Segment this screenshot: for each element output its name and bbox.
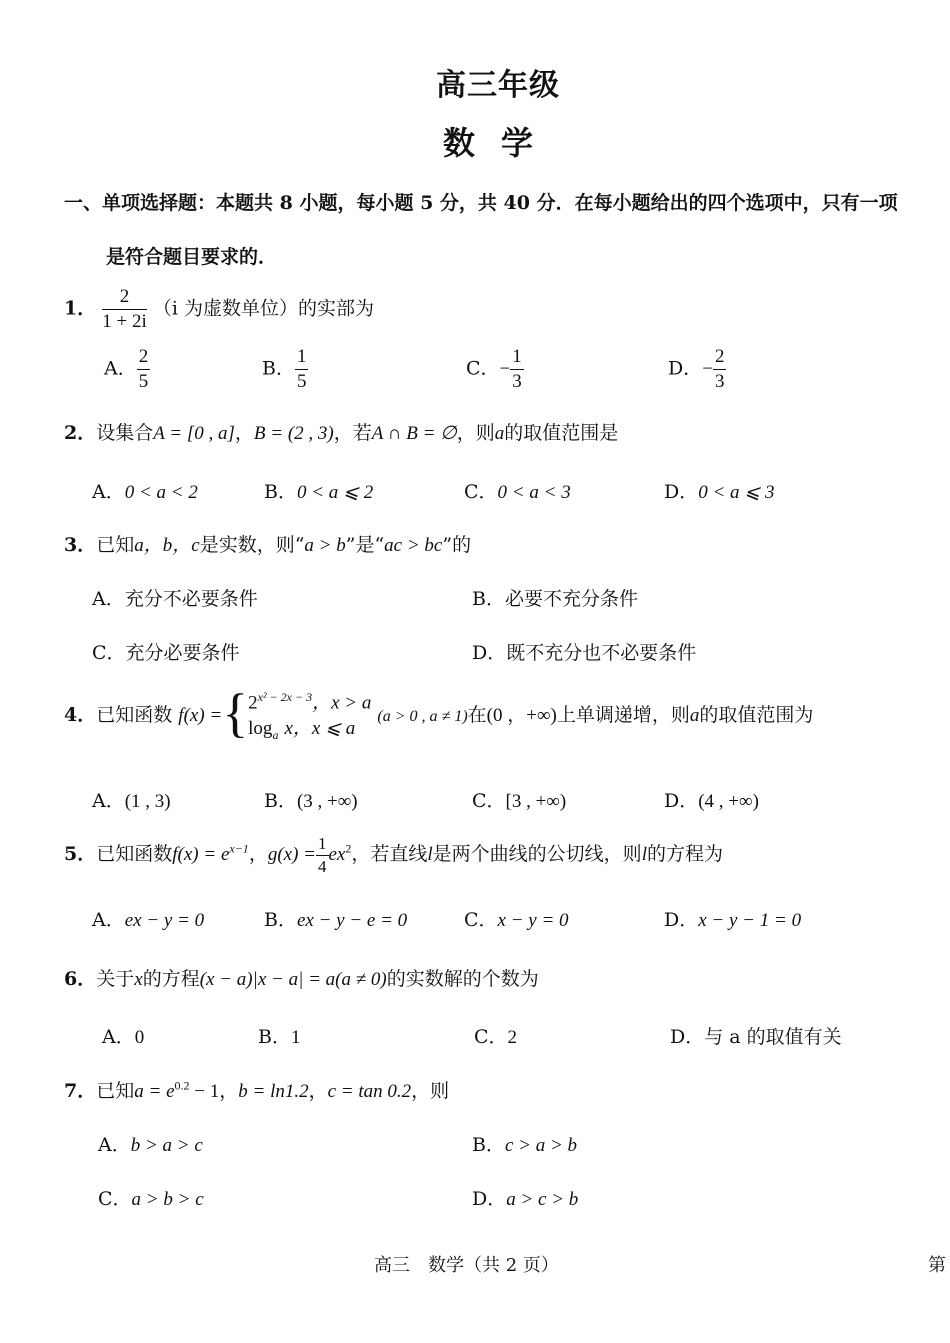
- question-text: 已知: [96, 534, 135, 556]
- question-number: 5．: [64, 843, 97, 866]
- question-text: 关于: [96, 968, 135, 990]
- question-1: [64, 286, 374, 333]
- option-text: (1 , 3): [124, 791, 171, 812]
- page-footer: 高三 数学（共 2 页）: [374, 1255, 559, 1276]
- option-c[interactable]: [472, 786, 566, 813]
- option-d[interactable]: [664, 477, 774, 504]
- math-variable: x: [284, 717, 293, 739]
- option-label: A．: [92, 588, 125, 610]
- math-expression: ，x ⩽ a: [292, 717, 356, 739]
- math-expression: ac > bc: [384, 535, 443, 556]
- question-6: [64, 964, 539, 991]
- option-d[interactable]: [472, 1184, 578, 1211]
- math-expression: 2: [248, 692, 258, 714]
- section-heading-line2: 是符合题目要求的．: [106, 246, 278, 268]
- question-text: 的实数解的个数为: [386, 968, 539, 990]
- option-label: D．: [668, 357, 703, 380]
- math-exponent: 2: [345, 841, 352, 856]
- option-label: C．: [92, 642, 126, 664]
- fraction-denominator: 3: [512, 370, 522, 392]
- math-exponent: x−1: [229, 841, 249, 856]
- fraction-denominator: 3: [714, 370, 725, 392]
- math-expression: (0 ，+∞): [486, 705, 557, 726]
- question-number: 4．: [64, 704, 97, 726]
- option-b[interactable]: [264, 905, 407, 932]
- option-text: 2: [507, 1027, 518, 1048]
- option-label: B．: [264, 909, 297, 931]
- option-text: 1: [290, 1027, 301, 1048]
- option-label: B．: [264, 790, 297, 812]
- option-label: A．: [92, 481, 125, 503]
- math-variable: x: [134, 969, 143, 990]
- option-label: B．: [472, 1134, 505, 1156]
- option-text: 既不充分也不必要条件: [506, 642, 697, 664]
- option-label: B．: [262, 357, 295, 380]
- math-exponent: x² − 2x − 3: [257, 690, 313, 705]
- option-b[interactable]: [262, 346, 308, 393]
- question-text: 的方程为: [646, 843, 723, 866]
- fraction-numerator: 2: [713, 346, 727, 370]
- math-expression: − 1: [189, 1081, 220, 1102]
- option-text: x − y = 0: [497, 910, 569, 931]
- math-variable: a: [689, 705, 700, 726]
- option-label: B．: [258, 1026, 291, 1048]
- option-label: C．: [464, 481, 498, 503]
- question-number: 6．: [64, 968, 97, 990]
- option-text: 必要不充分条件: [504, 588, 638, 610]
- option-text: 0 < a ⩽ 3: [698, 482, 775, 503]
- question-3: [64, 530, 471, 557]
- question-5: [64, 834, 723, 876]
- option-label: C．: [474, 1026, 508, 1048]
- option-sign: −: [499, 358, 511, 380]
- math-expression: a，b，c: [134, 535, 200, 556]
- math-variable: l: [641, 844, 647, 866]
- option-label: B．: [264, 481, 297, 503]
- question-7: [64, 1076, 449, 1103]
- question-text: 的取值范围为: [699, 704, 814, 726]
- option-b[interactable]: [472, 584, 638, 611]
- question-text: ，则: [411, 1080, 450, 1102]
- fraction: [713, 346, 727, 393]
- math-variable: l: [427, 844, 433, 866]
- punctuation: ，: [219, 1080, 239, 1102]
- option-b[interactable]: [472, 1130, 577, 1157]
- option-text: 0: [134, 1027, 145, 1048]
- fraction: [137, 346, 151, 393]
- section-heading-line1: 一、单项选择题：本题共 8 小题，每小题 5 分，共 40 分．在每小题给出的四个选项中，只有一项: [64, 192, 898, 214]
- option-b[interactable]: [264, 477, 373, 504]
- math-expression: ex: [328, 844, 346, 866]
- math-expression: A = [0 , a]: [153, 423, 235, 444]
- math-expression: a > b: [304, 535, 346, 556]
- option-label: A．: [92, 790, 125, 812]
- option-a[interactable]: [92, 584, 258, 611]
- option-text: 与 a 的取值有关: [704, 1026, 842, 1048]
- piece-1: [248, 689, 371, 716]
- option-b[interactable]: [258, 1022, 300, 1049]
- option-d[interactable]: [668, 346, 726, 393]
- page-grade-title: 高三年级: [436, 68, 560, 103]
- option-a[interactable]: [98, 1130, 203, 1157]
- option-text: 充分不必要条件: [124, 588, 258, 610]
- option-text: 0 < a < 2: [124, 482, 198, 503]
- option-text: a > c > b: [506, 1189, 579, 1210]
- math-expression: ，x > a: [312, 692, 372, 714]
- question-text: 设集合: [96, 422, 154, 444]
- fraction-numerator: 1: [295, 346, 309, 370]
- question-number: 1．: [64, 297, 97, 320]
- option-label: B．: [472, 588, 505, 610]
- option-text: 0 < a < 3: [497, 482, 571, 503]
- option-a[interactable]: [92, 477, 198, 504]
- math-expression: log: [248, 717, 273, 739]
- question-number: 2．: [64, 422, 97, 444]
- fraction-denominator: 1 + 2i: [102, 310, 147, 332]
- punctuation: ，: [308, 1080, 328, 1102]
- option-label: C．: [464, 909, 498, 931]
- option-text: ex − y − e = 0: [296, 910, 408, 931]
- question-text: 是两个曲线的公切线，则: [432, 843, 642, 866]
- option-label: C．: [466, 357, 500, 380]
- option-c[interactable]: [464, 905, 569, 932]
- fraction-denominator: 5: [296, 370, 307, 392]
- option-c[interactable]: [474, 1022, 517, 1049]
- option-label: A．: [104, 357, 137, 380]
- math-expression: g(x) =: [267, 844, 316, 866]
- option-label: C．: [98, 1188, 132, 1210]
- option-label: A．: [92, 909, 125, 931]
- option-d[interactable]: [670, 1022, 842, 1049]
- question-text: ，则: [456, 422, 495, 444]
- question-number: 3．: [64, 534, 97, 556]
- option-c[interactable]: [464, 477, 571, 504]
- option-a[interactable]: [92, 905, 204, 932]
- option-text: 充分必要条件: [125, 642, 240, 664]
- fraction: [102, 286, 147, 333]
- fraction: [510, 346, 524, 393]
- question-text: ，若: [333, 422, 372, 444]
- option-label: D．: [472, 1188, 507, 1210]
- fraction-numerator: 1: [510, 346, 524, 370]
- math-subscript: a: [272, 727, 279, 742]
- question-text: 的方程: [142, 968, 200, 990]
- option-label: D．: [664, 481, 699, 503]
- question-text: 在: [467, 704, 487, 726]
- option-label: D．: [664, 790, 699, 812]
- option-a[interactable]: [104, 346, 150, 393]
- option-a[interactable]: [102, 1022, 144, 1049]
- math-expression: A ∩ B = ∅: [371, 423, 457, 444]
- question-text: 已知函数: [96, 704, 173, 726]
- option-text: (3 , +∞): [296, 791, 358, 812]
- option-c[interactable]: [466, 346, 524, 393]
- option-d[interactable]: [664, 786, 759, 813]
- math-expression: f(x) =: [178, 705, 223, 726]
- question-text: ”是“: [345, 534, 385, 556]
- option-text: c > a > b: [504, 1135, 578, 1156]
- question-text: 是实数，则“: [199, 534, 305, 556]
- option-text: ex − y = 0: [124, 910, 205, 931]
- math-expression: c = tan 0.2: [327, 1081, 412, 1102]
- question-2: [64, 418, 618, 445]
- math-expression: (x − a)|x − a| = a(a ≠ 0): [199, 969, 387, 990]
- option-label: A．: [98, 1134, 131, 1156]
- option-text: a > b > c: [131, 1189, 204, 1210]
- question-text: 的取值范围是: [504, 422, 619, 444]
- page-footer-corner: 第: [928, 1255, 946, 1276]
- math-expression: f(x) = e: [172, 844, 230, 866]
- option-b[interactable]: [264, 786, 358, 813]
- question-number: 7．: [64, 1080, 97, 1102]
- option-label: A．: [102, 1026, 135, 1048]
- math-variable: a: [494, 423, 505, 444]
- math-expression: b = ln1.2: [238, 1081, 309, 1102]
- piece-2: [248, 716, 371, 743]
- question-text: ，若直线: [351, 843, 428, 866]
- option-a[interactable]: [92, 786, 171, 813]
- option-label: C．: [472, 790, 506, 812]
- option-text: [3 , +∞): [505, 791, 567, 812]
- option-label: D．: [472, 642, 507, 664]
- math-expression: B = (2 , 3): [253, 423, 334, 444]
- fraction-denominator: 5: [138, 370, 149, 392]
- punctuation: ，: [248, 843, 268, 866]
- option-c[interactable]: [98, 1184, 204, 1211]
- question-4: [64, 683, 814, 743]
- fraction: [295, 346, 309, 393]
- question-text: ”的: [442, 534, 472, 556]
- fraction-numerator: 1: [316, 834, 329, 856]
- punctuation: ，: [234, 422, 254, 444]
- fraction: [316, 834, 329, 876]
- option-d[interactable]: [664, 905, 801, 932]
- option-text: 0 < a ⩽ 2: [296, 482, 374, 503]
- question-text: 上单调递增，则: [556, 704, 690, 726]
- question-text: 已知函数: [96, 843, 173, 866]
- question-text: 已知: [96, 1080, 135, 1102]
- option-label: D．: [670, 1026, 705, 1048]
- page-subject-title: 数学: [443, 124, 560, 162]
- option-text: (4 , +∞): [698, 791, 759, 812]
- question-text: （i 为虚数单位）的实部为: [152, 297, 374, 320]
- math-exponent: 0.2: [174, 1078, 190, 1093]
- fraction-numerator: 2: [137, 346, 151, 370]
- math-expression: a = e: [134, 1081, 175, 1102]
- option-text: x − y − 1 = 0: [698, 910, 802, 931]
- option-sign: −: [702, 358, 713, 380]
- option-d[interactable]: [472, 638, 696, 665]
- option-label: D．: [664, 909, 699, 931]
- left-brace-icon: {: [222, 683, 249, 743]
- fraction-numerator: 2: [102, 286, 147, 310]
- option-text: b > a > c: [130, 1135, 203, 1156]
- option-c[interactable]: [92, 638, 240, 665]
- piecewise-function: [248, 689, 371, 743]
- fraction-denominator: 4: [318, 856, 327, 876]
- math-expression: (a > 0 , a ≠ 1): [377, 708, 468, 725]
